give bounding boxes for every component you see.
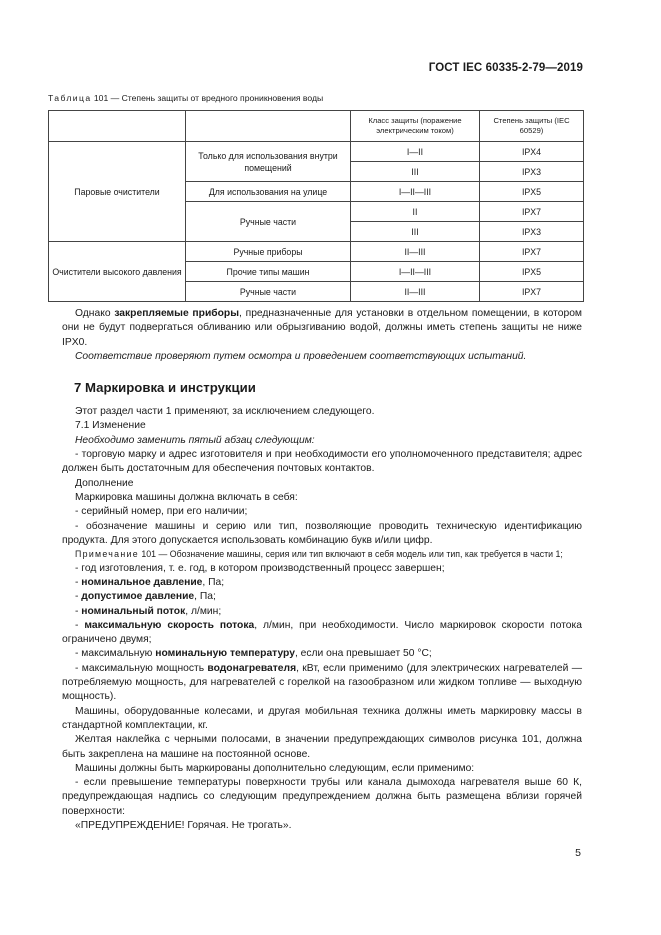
list-item: - если превышение температуры поверхности трубы или канала дымохода нагревателя выше 60 К, предупреждающая надпись со следующим предупреждением должна быть размещена вблизи горячей поверхности: (62, 777, 582, 817)
text-run: - максимальную (75, 648, 156, 660)
bold-term: номинальное давление (81, 576, 203, 588)
subgroup-name: Прочие типы машин (186, 262, 351, 282)
class-cell: II—III (351, 282, 480, 302)
table-caption-text: 101 — Степень защиты от вредного проникновения воды (91, 93, 324, 103)
bold-term: номинальный поток (81, 605, 186, 617)
bold-term: водонагревателя (207, 662, 297, 674)
class-cell: I—II—III (351, 182, 480, 202)
text-run: , л/мин; (185, 605, 222, 617)
note-text: 101 — Обозначение машины, серия или тип включают в себя модель или тип, как требуется в части 1; (138, 549, 563, 560)
list-item: - обозначение машины и серию или тип, позволяющие проводить техническую идентификацию продукта. Для этого допускается использовать комбинацию букв и/или цифр. (62, 520, 582, 546)
subgroup-name: Ручные части (186, 202, 351, 242)
ipx-cell: IPX7 (480, 202, 584, 222)
warning-text: «ПРЕДУПРЕЖДЕНИЕ! Горячая. Не трогать». (75, 820, 292, 831)
paragraph: Необходимо заменить пятый абзац следующим: (75, 434, 315, 446)
paragraph: Машины должны быть маркированы дополнительно следующим, если применимо: (75, 762, 475, 774)
class-cell: I—II (351, 142, 480, 162)
list-item (62, 576, 582, 590)
paragraph: Маркировка машины должна включать в себя: (75, 491, 298, 503)
section-title: 7 Маркировка и инструкции (74, 380, 256, 396)
bold-term: максимальную скорость потока (84, 619, 255, 631)
page-number: 5 (575, 847, 581, 859)
subgroup-name: Ручные части (186, 282, 351, 302)
bold-term: закрепляемые приборы (114, 308, 240, 319)
ipx-cell: IPX7 (480, 282, 584, 302)
text-run: Однако (75, 308, 115, 319)
text-run: , предназначенные для установки в отдельном помещении, в котором они не будут подвергаться обливанию или обрызгиванию водой, должны иметь степень защиты не ниже IPX0. (62, 308, 583, 348)
table-row (49, 242, 584, 262)
class-cell: III (351, 222, 480, 242)
list-item: - торговую марку и адрес изготовителя и при необходимости его уполномоченного представителя; адрес должен быть достаточным для обеспечения почтовых контактов. (62, 449, 582, 475)
paragraph: Машины, оборудованные колесами, и другая мобильная техника должны иметь маркировку массы в стандартной комплектации, кг. (62, 705, 582, 731)
table-caption-label: Таблица (48, 93, 92, 103)
paragraph (62, 307, 582, 350)
list-item (62, 605, 582, 619)
ipx-cell: IPX4 (480, 142, 584, 162)
ipx-cell: IPX3 (480, 222, 584, 242)
note (62, 548, 582, 562)
list-item: - серийный номер, при его наличии; (75, 506, 248, 518)
text-run: , л/мин, при необходимости. Число маркировок скорости потока ограничено двумя; (62, 619, 582, 646)
class-cell: II (351, 202, 480, 222)
class-cell: III (351, 162, 480, 182)
table-header-row (49, 111, 584, 142)
text-run: , кВт, если применимо (для электрических нагревателей — потребляемую мощность, для нагревателей с горелкой на газообразном или жидком топливе — выходную мощность). (62, 662, 582, 703)
class-cell: II—III (351, 242, 480, 262)
subgroup-name: Только для использования внутри помещений (186, 142, 351, 182)
note-label: Примечание (75, 549, 139, 560)
ipx-cell: IPX5 (480, 182, 584, 202)
header-protection-class: Класс защиты (поражение электрическим током) (351, 111, 480, 142)
subsection-heading: 7.1 Изменение (75, 420, 146, 432)
ipx-cell: IPX3 (480, 162, 584, 182)
text-run: - (75, 591, 82, 603)
list-item: - год изготовления, т. е. год, в котором производственный процесс завершен; (75, 562, 445, 574)
protection-table (48, 110, 584, 302)
subgroup-name: Ручные приборы (186, 242, 351, 262)
group-name: Паровые очистители (49, 142, 186, 242)
group-name: Очистители высокого давления (49, 242, 186, 302)
text-run: - максимальную мощность (75, 662, 208, 674)
main-text (62, 307, 582, 833)
text-run: - (75, 619, 85, 631)
ipx-cell: IPX7 (480, 242, 584, 262)
bold-term: номинальную температуру (155, 648, 295, 660)
list-item (62, 590, 582, 604)
class-cell: I—II—III (351, 262, 480, 282)
table-row (49, 142, 584, 162)
text-run: - (75, 605, 82, 617)
paragraph: Дополнение (75, 477, 134, 489)
list-item (62, 647, 582, 661)
standard-id: ГОСТ IEC 60335-2-79—2019 (428, 62, 583, 74)
header-ip-degree: Степень защиты (IEC 60529) (480, 111, 584, 142)
table-caption (48, 93, 323, 103)
header-cell-empty-2 (186, 111, 351, 142)
text-run: , Па; (202, 576, 225, 588)
list-item (62, 619, 582, 648)
bold-term: допустимое давление (81, 591, 195, 603)
paragraph: Этот раздел части 1 применяют, за исключением следующего. (75, 406, 375, 418)
ipx-cell: IPX5 (480, 262, 584, 282)
paragraph: Желтая наклейка с черными полосами, в значении предупреждающих символов рисунка 101, должна быть закреплена на машине на постоянной основе. (62, 734, 582, 760)
subgroup-name: Для использования на улице (186, 182, 351, 202)
text-run: - (75, 576, 82, 588)
text-run: , если она превышает 50 °С; (294, 648, 432, 660)
list-item (62, 662, 582, 705)
header-cell-empty-1 (49, 111, 186, 142)
compliance-paragraph: Соответствие проверяют путем осмотра и проведением соответствующих испытаний. (75, 350, 527, 362)
text-run: , Па; (194, 591, 216, 603)
